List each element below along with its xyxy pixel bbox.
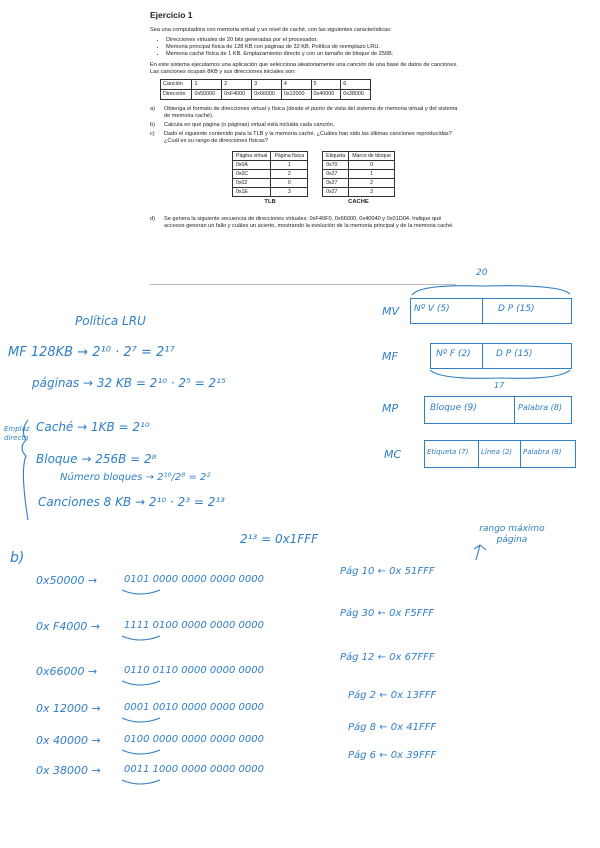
table-cell: 2 — [349, 179, 395, 188]
bracket-row-3 — [122, 681, 160, 685]
tlb-caption: TLB — [264, 199, 276, 205]
note-cache: Caché → 1KB = 2¹⁰ — [36, 420, 150, 434]
exercise-title: Ejercicio 1 — [150, 10, 193, 20]
bracket-row-5 — [122, 750, 160, 754]
conv-addr: 0x 38000 → — [36, 764, 101, 777]
cache-caption: CACHE — [348, 199, 369, 205]
conv-addr: 0x 12000 → — [36, 702, 101, 715]
mv-top-brace — [412, 286, 570, 295]
feature-item: • Direcciones virtuales de 20 bits generadas por el procesador. — [166, 37, 460, 44]
question-text: Calcula en qué página (o páginas) virtual está incluida cada canción. — [164, 122, 335, 128]
table-cell: 4 — [281, 80, 311, 90]
table-cell: 0x40000 — [311, 90, 341, 100]
mf-label: MF — [382, 350, 398, 363]
table-cell: 0x66000 — [252, 90, 282, 100]
note-mf: MF 128KB → 2¹⁰ · 2⁷ = 2¹⁷ — [8, 345, 175, 360]
note-politica: Política LRU — [75, 314, 146, 328]
table-cell: 1 — [271, 161, 308, 170]
mv-bits-total: 20 — [476, 268, 488, 278]
conv-addr: 0x 40000 → — [36, 734, 101, 747]
note-paginas: páginas → 32 KB = 2¹⁰ · 2⁵ = 2¹⁵ — [32, 376, 226, 390]
table-cell: 3 — [271, 188, 308, 197]
question-text: Dado el siguiente contenido para la TLB y la memoria caché. ¿Cuáles han sido las últimas canciones reproducidas? ¿Cuál es su rango de direcciones físicas? — [164, 131, 452, 144]
table-header: Etiqueta — [323, 152, 349, 161]
conv-bits: 0011 1000 0000 0000 0000 — [124, 764, 264, 775]
conv-page: Pág 2 ← 0x 13FFF — [348, 690, 437, 701]
conv-addr: 0x50000 → — [36, 574, 98, 587]
mf-bottom-brace — [430, 370, 570, 378]
mf-field-1: Nº F (2) — [436, 349, 471, 359]
note-b-label: b) — [10, 550, 25, 566]
table-cell: Dirección — [161, 90, 192, 100]
note-emplazamiento: Emplaz directo — [4, 425, 30, 442]
intro-text: Sea una computadora con memoria virtual y un nivel de caché, con las siguientes características: — [150, 27, 392, 33]
conv-bits: 0001 0010 0000 0000 0000 — [124, 702, 264, 713]
table-cell: 0x1E — [233, 188, 271, 197]
table-cell: 5 — [311, 80, 341, 90]
note-canciones: Canciones 8 KB → 2¹⁰ · 2³ = 2¹³ — [38, 495, 225, 509]
question-label: c) — [150, 131, 155, 137]
question-label: d) — [150, 216, 155, 222]
conv-addr: 0x66000 → — [36, 665, 98, 678]
table-cell: 0x38000 — [341, 90, 371, 100]
note-bloque: Bloque → 256B = 2⁸ — [36, 452, 157, 466]
table-cell: 3 — [349, 188, 395, 197]
bracket-row-4 — [122, 718, 160, 722]
question-label: a) — [150, 106, 155, 112]
conv-bits: 1111 0100 0000 0000 0000 — [124, 620, 264, 631]
mf-field-2: D P (15) — [496, 349, 533, 359]
conv-page: Pág 30 ← 0x F5FFF — [340, 608, 434, 619]
table-cell: 0x0A — [233, 161, 271, 170]
table-cell: 3 — [252, 80, 282, 90]
table-cell: 0 — [349, 161, 395, 170]
mp-field-2: Palabra (8) — [518, 403, 562, 412]
bracket-row-2 — [122, 636, 160, 640]
note-rango: rango máximo página — [479, 524, 545, 545]
table-header: Marco de bloque — [349, 152, 395, 161]
mv-field-2: D P (15) — [498, 304, 535, 314]
table-cell: 6 — [341, 80, 371, 90]
mc-field-3: Palabra (8) — [523, 448, 562, 456]
table-cell: 0xF4000 — [222, 90, 252, 100]
table-cell: 0x27 — [323, 188, 349, 197]
table-header: Página virtual — [233, 152, 271, 161]
conv-page: Pág 6 ← 0x 39FFF — [348, 750, 437, 761]
feature-item: • Memoria principal física de 128 KB con páginas de 32 KB. Política de reemplazo LRU. — [166, 44, 460, 51]
mp-field-1: Bloque (9) — [430, 403, 477, 413]
feature-item: • Memoria caché física de 1 KB. Emplazamiento directo y con un tamaño de bloque de 256B. — [166, 51, 460, 58]
conv-page: Pág 12 ← 0x 67FFF — [340, 652, 435, 663]
question-label: b) — [150, 122, 155, 128]
mv-field-1: Nº V (5) — [414, 304, 450, 314]
table-cell: 0x27 — [323, 170, 349, 179]
mc-label: MC — [384, 448, 402, 461]
cache-brace — [22, 420, 28, 520]
table-cell: 0x27 — [323, 179, 349, 188]
table-header: Página física — [271, 152, 308, 161]
bracket-row-6 — [122, 780, 160, 784]
table-cell: 2 — [271, 170, 308, 179]
conv-bits: 0100 0000 0000 0000 0000 — [124, 734, 264, 745]
table-cell: 0x02 — [233, 179, 271, 188]
mc-field-2: Línea (2) — [481, 448, 513, 456]
mv-label: MV — [382, 305, 400, 318]
conv-bits: 0101 0000 0000 0000 0000 — [124, 574, 264, 585]
songs-paragraph: En este sistema ejecutamos una aplicación que selecciona aleatoriamente una canción de una base de datos de canciones. Las canciones ocupan 8KB y sus direcciones iniciales son: — [150, 62, 458, 75]
conv-addr: 0x F4000 → — [36, 620, 101, 633]
conv-page: Pág 10 ← 0x 51FFF — [340, 566, 435, 577]
table-cell: 0x12000 — [281, 90, 311, 100]
table-cell: 0 — [271, 179, 308, 188]
question-text: Se genera la siguiente secuencia de direcciones virtuales: 0xF40F0, 0x66000, 0x40040 y 0x01D04. Indique qué accesos generan un fallo y cuáles un acierto, mostrando la evolución de la memoria principal y de la memoria caché. — [164, 216, 454, 229]
conv-bits: 0110 0110 0000 0000 0000 — [124, 665, 264, 676]
table-cell: 1 — [192, 80, 222, 90]
table-cell: 0x0C — [233, 170, 271, 179]
question-text: Obtenga el formato de direcciones virtual y física (desde el punto de vista del sistema de memoria virtual y del sistema de memoria caché). — [164, 106, 458, 119]
conv-page: Pág 8 ← 0x 41FFF — [348, 722, 437, 733]
table-cell: 1 — [349, 170, 395, 179]
bracket-row-1 — [122, 590, 160, 594]
note-numero-bloques: Número bloques → 2¹⁰/2⁸ = 2² — [60, 472, 211, 483]
table-cell: 2 — [222, 80, 252, 90]
mf-bits-total: 17 — [494, 381, 505, 390]
table-cell: 0x50000 — [192, 90, 222, 100]
table-cell: 0x70 — [323, 161, 349, 170]
mp-label: MP — [382, 402, 399, 415]
rango-arrow — [474, 545, 486, 560]
mc-field-1: Etiqueta (7) — [427, 448, 469, 456]
note-hex: 2¹³ = 0x1FFF — [240, 532, 319, 546]
table-cell: Canción — [161, 80, 192, 90]
